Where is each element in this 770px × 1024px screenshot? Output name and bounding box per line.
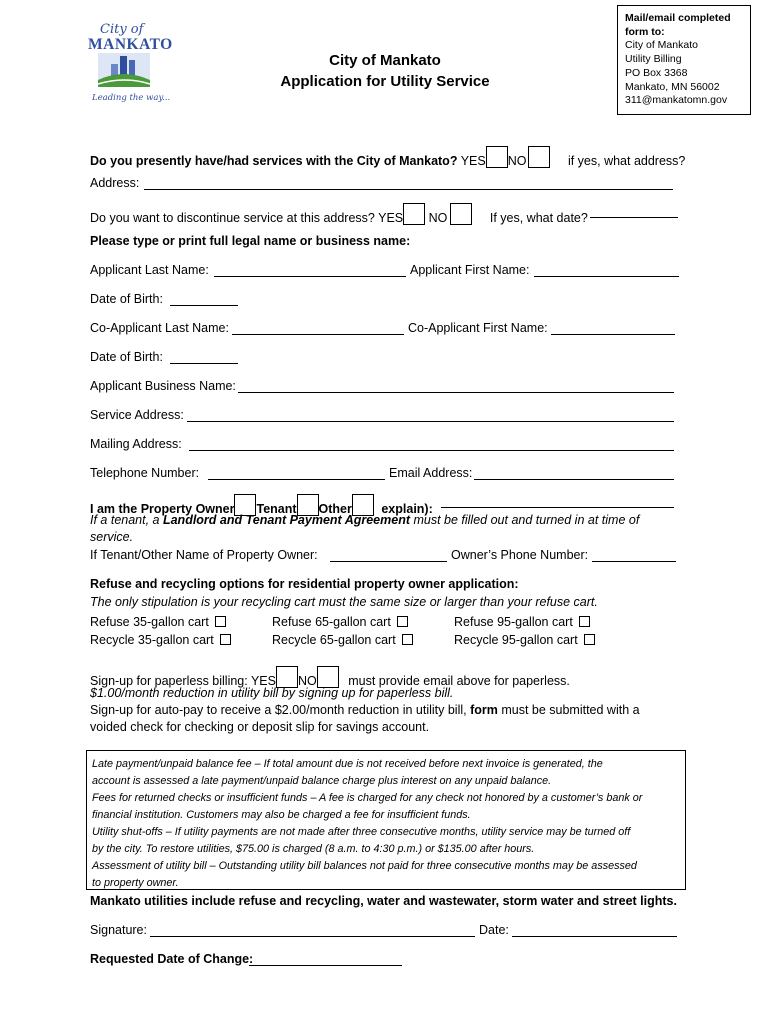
- paperless-yes-checkbox[interactable]: [276, 666, 298, 688]
- autopay-bold: form: [470, 703, 498, 717]
- discontinue-row: [90, 203, 588, 225]
- refuse-heading: Refuse and recycling options for residential property owner application:: [90, 577, 519, 591]
- paperless-note: must provide email above for paperless.: [348, 674, 570, 688]
- logo-script-text: City of: [100, 22, 144, 37]
- recycle-95-checkbox[interactable]: [584, 634, 595, 645]
- refuse-35-checkbox[interactable]: [215, 616, 226, 627]
- mail-line-2: Utility Billing: [625, 53, 682, 66]
- refuse-65-checkbox[interactable]: [397, 616, 408, 627]
- mail-heading-1: Mail/email completed: [625, 12, 731, 24]
- services-yes-checkbox[interactable]: [486, 146, 508, 168]
- email-field[interactable]: [474, 479, 674, 480]
- mail-line-4: Mankato, MN 56002: [625, 80, 720, 93]
- notice-line-3: Fees for returned checks or insufficient funds – A fee is charged for any check not honored by a customer’s bank or: [92, 792, 643, 804]
- services-question-row: [90, 146, 685, 168]
- discontinue-date-field[interactable]: [590, 217, 678, 218]
- notice-line-5: Utility shut-offs – If utility payments are not made after three consecutive months, utility service may be turned off: [92, 826, 631, 838]
- signature-label: Signature:: [90, 923, 147, 937]
- recycle-65-option[interactable]: [272, 633, 413, 647]
- refuse-65-label: Refuse 65-gallon cart: [272, 615, 391, 629]
- autopay-prefix: Sign-up for auto-pay to receive a $2.00/month reduction in utility bill,: [90, 703, 471, 717]
- business-name-field[interactable]: [238, 392, 674, 393]
- page-title: [240, 50, 530, 92]
- service-address-field[interactable]: [187, 421, 674, 422]
- mailing-address-label: Mailing Address:: [90, 437, 182, 451]
- paperless-label: Sign-up for paperless billing: YES: [90, 674, 276, 688]
- refuse-35-option[interactable]: [90, 615, 226, 629]
- paperless-row: [90, 666, 570, 688]
- owner-phone-field[interactable]: [592, 561, 676, 562]
- paperless-no-checkbox[interactable]: [317, 666, 339, 688]
- mailing-address-field[interactable]: [189, 450, 674, 451]
- tenant-note-bold: Landlord and Tenant Payment Agreement: [162, 513, 410, 527]
- owner-phone-label: Owner’s Phone Number:: [451, 548, 589, 562]
- autopay-suffix: must be submitted with a: [497, 703, 640, 717]
- tenant-note: [90, 513, 639, 527]
- address-field[interactable]: [144, 189, 673, 190]
- refuse-95-label: Refuse 95-gallon cart: [454, 615, 573, 629]
- telephone-field[interactable]: [208, 479, 385, 480]
- refuse-35-label: Refuse 35-gallon cart: [90, 615, 209, 629]
- autopay-line-1: [90, 703, 640, 717]
- applicant-first-field[interactable]: [534, 276, 679, 277]
- services-question: Do you presently have/had services with the City of Mankato?: [90, 154, 458, 168]
- refuse-65-option[interactable]: [272, 615, 408, 629]
- recycle-35-option[interactable]: [90, 633, 231, 647]
- discontinue-yes-checkbox[interactable]: [403, 203, 425, 225]
- email-label: Email Address:: [389, 466, 473, 480]
- owner-name-label: If Tenant/Other Name of Property Owner:: [90, 548, 318, 562]
- logo-name-text: MANKATO: [88, 36, 173, 53]
- recycle-35-label: Recycle 35-gallon cart: [90, 633, 214, 647]
- discontinue-no-label: NO: [428, 211, 448, 225]
- notice-line-8: to property owner.: [92, 877, 179, 889]
- requested-date-label: Requested Date of Change:: [90, 952, 254, 966]
- coapp-last-field[interactable]: [232, 334, 404, 335]
- mail-line-1: City of Mankato: [625, 39, 698, 52]
- recycle-35-checkbox[interactable]: [220, 634, 231, 645]
- fees-notice-box: [86, 750, 686, 890]
- business-name-label: Applicant Business Name:: [90, 379, 236, 393]
- notice-line-4: financial institution. Customers may also be charged a fee for insufficient funds.: [92, 809, 471, 821]
- paperless-discount: $1.00/month reduction in utility bill by signing up for paperless bill.: [90, 686, 454, 700]
- coapp-first-label: Co-Applicant First Name:: [408, 321, 548, 335]
- tenant-note-prefix: If a tenant, a: [90, 513, 163, 527]
- notice-line-2: account is assessed a late payment/unpaid balance charge plus interest on any unpaid balance.: [92, 775, 552, 787]
- explain-label: explain):: [381, 502, 433, 516]
- property-owner-label: I am the Property Owner: [90, 502, 235, 516]
- coapp-last-label: Co-Applicant Last Name:: [90, 321, 229, 335]
- coapp-dob-field[interactable]: [170, 363, 238, 364]
- date-field[interactable]: [512, 936, 677, 937]
- mail-line-3: PO Box 3368: [625, 66, 688, 79]
- refuse-95-option[interactable]: [454, 615, 590, 629]
- recycle-65-label: Recycle 65-gallon cart: [272, 633, 396, 647]
- telephone-label: Telephone Number:: [90, 466, 200, 480]
- coapp-first-field[interactable]: [551, 334, 675, 335]
- refuse-stipulation: The only stipulation is your recycling cart must the same size or larger than your refuse cart.: [90, 595, 598, 609]
- applicant-last-label: Applicant Last Name:: [90, 263, 209, 277]
- paperless-no-label: NO: [298, 674, 317, 688]
- recycle-65-checkbox[interactable]: [402, 634, 413, 645]
- if-yes-address-label: if yes, what address?: [567, 154, 686, 168]
- address-label: Address:: [90, 176, 140, 190]
- title-line-1: City of Mankato: [329, 52, 441, 69]
- city-logo: [86, 20, 173, 108]
- tenant-note-line-2: service.: [90, 530, 134, 544]
- autopay-line-2: voided check for checking or deposit slip for savings account.: [90, 720, 430, 734]
- tenant-label: Tenant: [256, 502, 297, 516]
- requested-date-field[interactable]: [249, 965, 402, 966]
- mail-to-box: [617, 5, 751, 115]
- notice-line-1: Late payment/unpaid balance fee – If total amount due is not received before next invoice is generated, the: [92, 758, 603, 770]
- title-line-2: Application for Utility Service: [280, 73, 490, 90]
- explain-field[interactable]: [441, 507, 674, 508]
- tenant-note-suffix: must be filled out and turned in at time of: [410, 513, 640, 527]
- coapp-dob-label: Date of Birth:: [90, 350, 163, 364]
- notice-line-6: by the city. To restore utilities, $75.00 is charged (8 a.m. to 4:30 p.m.) or $135.00 after hours.: [92, 843, 535, 855]
- services-no-label: NO: [507, 154, 527, 168]
- recycle-95-label: Recycle 95-gallon cart: [454, 633, 578, 647]
- dob-label: Date of Birth:: [90, 292, 163, 306]
- signature-field[interactable]: [150, 936, 475, 937]
- discontinue-question: Do you want to discontinue service at this address? YES: [90, 211, 404, 225]
- legal-name-heading: Please type or print full legal name or business name:: [90, 234, 411, 248]
- recycle-95-option[interactable]: [454, 633, 595, 647]
- mail-heading-2: form to:: [625, 25, 665, 38]
- discontinue-no-checkbox[interactable]: [450, 203, 472, 225]
- utilities-statement: Mankato utilities include refuse and recycling, water and wastewater, storm water and street lights.: [90, 894, 677, 908]
- refuse-95-checkbox[interactable]: [579, 616, 590, 627]
- owner-name-field[interactable]: [330, 561, 447, 562]
- services-yes-label: YES: [460, 154, 486, 168]
- notice-line-7: Assessment of utility bill – Outstanding utility bill balances not paid for three consecutive months may be assessed: [92, 860, 637, 872]
- dob-field[interactable]: [170, 305, 238, 306]
- discontinue-date-label: If yes, what date?: [489, 211, 588, 225]
- logo-tagline: Leading the way...: [92, 93, 171, 103]
- date-label: Date:: [479, 923, 509, 937]
- service-address-label: Service Address:: [90, 408, 184, 422]
- mail-line-5: 311@mankatomn.gov: [625, 94, 728, 107]
- other-label: Other: [318, 502, 352, 516]
- applicant-first-label: Applicant First Name:: [410, 263, 530, 277]
- city-logo-graphic: [86, 20, 173, 108]
- services-no-checkbox[interactable]: [528, 146, 550, 168]
- applicant-last-field[interactable]: [214, 276, 406, 277]
